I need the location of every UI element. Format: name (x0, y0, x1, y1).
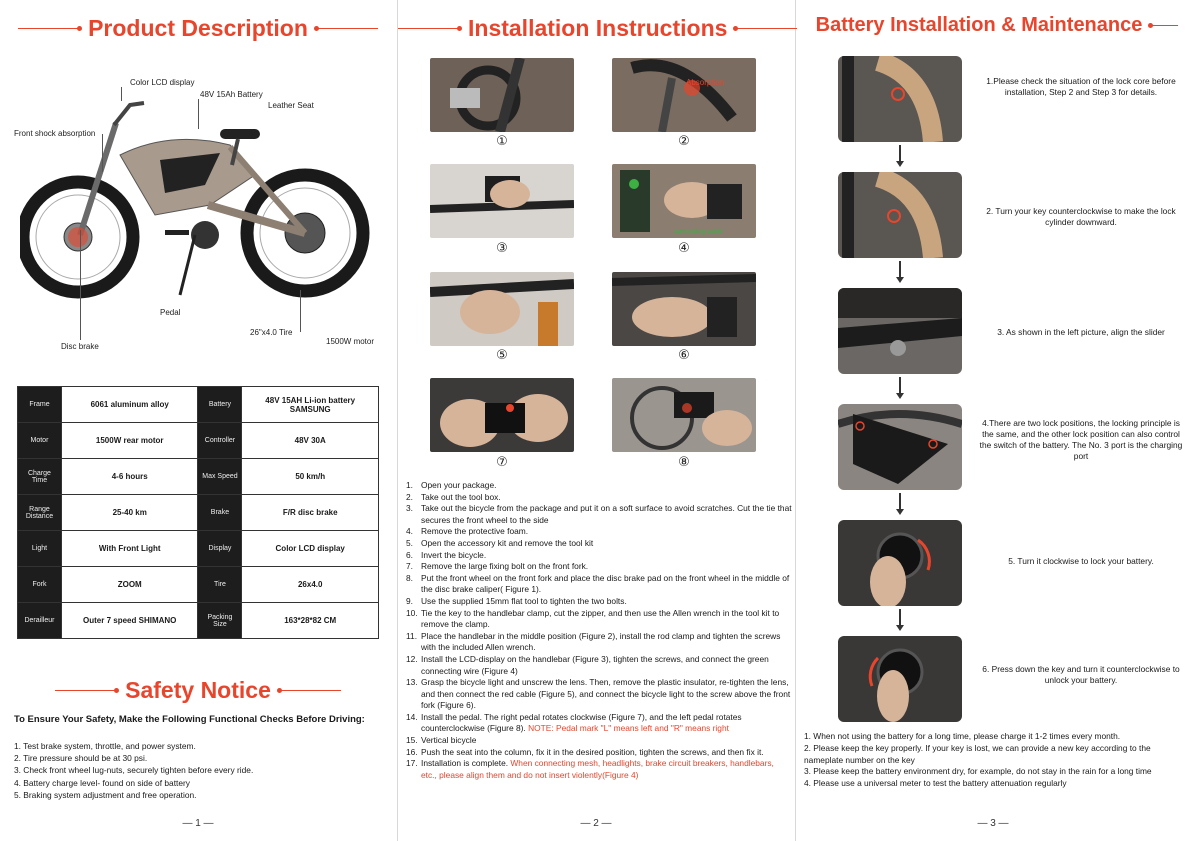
step-item (406, 747, 792, 759)
spec-value: 50 km/h (242, 459, 379, 495)
product-description-heading: Product Description (0, 14, 396, 42)
spec-key: Packing Size (198, 603, 242, 639)
spec-value: 26x4.0 (242, 567, 379, 603)
fig2-tag: Absorption (686, 78, 725, 87)
installation-steps (406, 480, 792, 781)
step-number: 2. (406, 491, 413, 502)
step-text: Grasp the bicycle light and unscrew the lens. Then, remove the plastic insulator, re-tighten the lens, and then connect the red cable (Figure 5), and connect the bicycle light to the screw above the front fork (Figure 6). (421, 677, 791, 711)
spec-table (17, 386, 379, 639)
spec-value: 4-6 hours (61, 459, 198, 495)
step-item (406, 480, 792, 492)
spec-key: Derailleur (18, 603, 62, 639)
page-number: — 1 — (182, 818, 214, 829)
list-item: 4. Please use a universal meter to test the battery attenuation regularly (804, 778, 1067, 789)
spec-value: Outer 7 speed SHIMANO (61, 603, 198, 639)
table-row (18, 459, 379, 495)
panel-battery (796, 0, 1190, 841)
figure-label: ② (678, 133, 690, 148)
step-text: Open your package. (421, 480, 497, 490)
step-number: 3. (406, 503, 413, 514)
install-photo-1 (430, 58, 574, 132)
table-row (18, 567, 379, 603)
battery-photo-6 (838, 636, 962, 722)
spec-key: Range Distance (18, 495, 62, 531)
install-photo-2 (612, 58, 756, 132)
figure-label: ③ (496, 240, 508, 255)
safety-title: To Ensure Your Safety, Make the Following Functional Checks Before Driving: (14, 714, 365, 725)
callout-disc: Disc brake (61, 342, 99, 351)
step-note: When connecting mesh, headlights, brake circuit breakers, handlebars, etc., please align them and do not insert violently(Figure 4) (421, 758, 774, 780)
step-note: NOTE: Pedal mark "L" means left and "R" means right (528, 723, 729, 734)
callout-battery: 48V 15Ah Battery (200, 90, 263, 99)
battery-caption-6: 6. Press down the key and turn it counterclockwise to unlock your battery. (982, 664, 1180, 685)
step-number: 4. (406, 526, 413, 537)
battery-photo-1 (838, 56, 962, 142)
step-text: Push the seat into the column, fix it in the desired position, tighten the screws, and then fix it. (421, 746, 764, 757)
battery-caption-2: 2. Turn your key counterclockwise to make the lock cylinder downward. (986, 206, 1176, 227)
table-row (18, 423, 379, 459)
spec-key: Charge Time (18, 459, 62, 495)
callout-tire: 26"x4.0 Tire (250, 328, 293, 337)
spec-key: Frame (18, 387, 62, 423)
list-item: 3. Check front wheel lug-nuts, securely tighten before every ride. (14, 765, 254, 776)
install-photo-7 (430, 378, 574, 452)
step-item (406, 561, 792, 573)
spec-value: ZOOM (61, 567, 198, 603)
spec-value: 48V 15AH Li-ion battery SAMSUNG (242, 387, 379, 423)
step-item (406, 503, 792, 526)
step-text: Install the pedal. The right pedal rotates clockwise (Figure 7), and the left pedal rotates counterclockwise (Figure 8). (421, 711, 742, 734)
step-text: Remove the large fixing bolt on the front fork. (421, 561, 589, 572)
battery-photo-3 (838, 288, 962, 374)
step-number: 11. (406, 630, 418, 641)
step-item (406, 758, 792, 781)
step-text: Remove the protective foam. (421, 526, 529, 537)
install-photo-5 (430, 272, 574, 346)
battery-photo-5 (838, 520, 962, 606)
install-photo-6 (612, 272, 756, 346)
spec-value: 163*28*82 CM (242, 603, 379, 639)
spec-value: 48V 30A (242, 423, 379, 459)
spec-value: With Front Light (61, 531, 198, 567)
step-text: Invert the bicycle. (421, 549, 487, 560)
spec-key: Motor (18, 423, 62, 459)
figure-label: ⑥ (678, 347, 690, 362)
spec-key: Battery (198, 387, 242, 423)
figure-label: ⑤ (496, 347, 508, 362)
step-number: 6. (406, 549, 413, 560)
list-item: 4. Battery charge level- found on side of battery (14, 777, 190, 788)
fig4-tag: connecting cable (674, 228, 723, 235)
step-item (406, 538, 792, 550)
panel-installation (398, 0, 794, 841)
spec-key: Controller (198, 423, 242, 459)
safety-list (14, 740, 253, 801)
step-number: 14. (406, 711, 418, 722)
step-text: Installation is complete. (421, 758, 509, 769)
step-item (406, 608, 792, 631)
step-item (406, 677, 792, 712)
spec-value: 1500W rear motor (61, 423, 198, 459)
step-number: 16. (406, 746, 418, 757)
figure-label: ① (496, 133, 508, 148)
callout-motor: 1500W motor (326, 337, 375, 346)
step-number: 1. (406, 480, 413, 490)
list-item: 2. Tire pressure should be at 30 psi. (14, 753, 148, 764)
step-item (406, 654, 792, 677)
step-number: 13. (406, 677, 418, 688)
list-item: 5. Braking system adjustment and free operation. (14, 789, 197, 800)
battery-heading: Battery Installation & Maintenance (796, 14, 1190, 37)
table-row (18, 531, 379, 567)
bike-illustration (20, 85, 380, 325)
spec-key: Light (18, 531, 62, 567)
install-photo-4 (612, 164, 756, 238)
spec-value: Color LCD display (242, 531, 379, 567)
list-item: 1. Test brake system, throttle, and power system. (14, 741, 196, 751)
list-item: 2. Please keep the key properly. If your key is lost, we can provide a new key according to the nameplate number on the key (804, 742, 1151, 765)
step-text: Put the front wheel on the front fork and place the disc brake pad on the front wheel in the middle of the disc brake caliper( Figure 1). (421, 572, 790, 595)
table-row (18, 603, 379, 639)
step-item (406, 596, 792, 608)
battery-caption-1: 1.Please check the situation of the lock core before installation, Step 2 and Step 3 for details. (986, 76, 1176, 97)
figure-label: ④ (678, 240, 690, 255)
step-text: Use the supplied 15mm flat tool to tighten the two bolts. (421, 595, 627, 606)
list-item: 1. When not using the battery for a long time, please charge it 1-2 times every month. (804, 731, 1121, 741)
list-item: 3. Please keep the battery environment dry, for example, do not stay in the rain for a long time (804, 766, 1152, 777)
step-text: Tie the key to the handlebar clamp, cut the zipper, and then use the Allen wrench in the tool kit to remove the clamp. (421, 607, 780, 630)
spec-value: 25-40 km (61, 495, 198, 531)
step-text: Install the LCD-display on the handlebar (Figure 3), tighten the screws, and connect the green connecting wire (Figure 4) (421, 653, 769, 676)
figure-label: ⑧ (678, 454, 690, 469)
step-item (406, 573, 792, 596)
step-text: Open the accessory kit and remove the tool kit (421, 537, 594, 548)
figure-label: ⑦ (496, 454, 508, 469)
callout-lcd: Color LCD display (130, 78, 195, 87)
step-number: 9. (406, 595, 413, 606)
maintenance-list (804, 731, 1188, 790)
step-text: Vertical bicycle (421, 735, 477, 746)
step-item (406, 735, 792, 747)
step-item (406, 631, 792, 654)
step-number: 10. (406, 607, 418, 618)
table-row (18, 495, 379, 531)
step-number: 8. (406, 572, 413, 583)
spec-key: Tire (198, 567, 242, 603)
step-number: 15. (406, 735, 418, 746)
battery-photo-2 (838, 172, 962, 258)
step-number: 5. (406, 537, 413, 548)
spec-key: Fork (18, 567, 62, 603)
battery-photo-4 (838, 404, 962, 490)
spec-value: F/R disc brake (242, 495, 379, 531)
spec-key: Max Speed (198, 459, 242, 495)
step-text: Place the handlebar in the middle position (Figure 2), install the rod clamp and tighten the screws with the included Allen wrench. (421, 630, 781, 653)
install-photo-8 (612, 378, 756, 452)
battery-caption-3: 3. As shown in the left picture, align the slider (997, 327, 1165, 337)
callout-shock: Front shock absorption (14, 129, 96, 138)
step-text: Take out the tool box. (421, 491, 501, 502)
table-row (18, 387, 379, 423)
step-item (406, 492, 792, 504)
installation-heading: Installation Instructions (398, 14, 794, 42)
callout-pedal: Pedal (160, 308, 181, 317)
step-item (406, 712, 792, 735)
panel-product-description (0, 0, 396, 841)
step-number: 7. (406, 561, 413, 572)
battery-caption-4: 4.There are two lock positions, the locking principle is the same, and the other lock position can also control the switch of the battery. The No. 3 port is the charging port (979, 418, 1183, 461)
spec-key: Display (198, 531, 242, 567)
step-number: 17. (406, 758, 418, 769)
safety-notice-heading: Safety Notice (0, 676, 396, 704)
callout-seat: Leather Seat (268, 101, 314, 110)
spec-key: Brake (198, 495, 242, 531)
step-item (406, 550, 792, 562)
step-number: 12. (406, 653, 418, 664)
step-text: Take out the bicycle from the package and put it on a soft surface to avoid scratches. Cut the tie that secures the front wheel to the side (421, 503, 792, 525)
page-number: — 3 — (977, 818, 1009, 829)
battery-caption-5: 5. Turn it clockwise to lock your battery. (1008, 556, 1154, 566)
install-photo-3 (430, 164, 574, 238)
step-item (406, 526, 792, 538)
page-number: — 2 — (580, 818, 612, 829)
spec-value: 6061 aluminum alloy (61, 387, 198, 423)
